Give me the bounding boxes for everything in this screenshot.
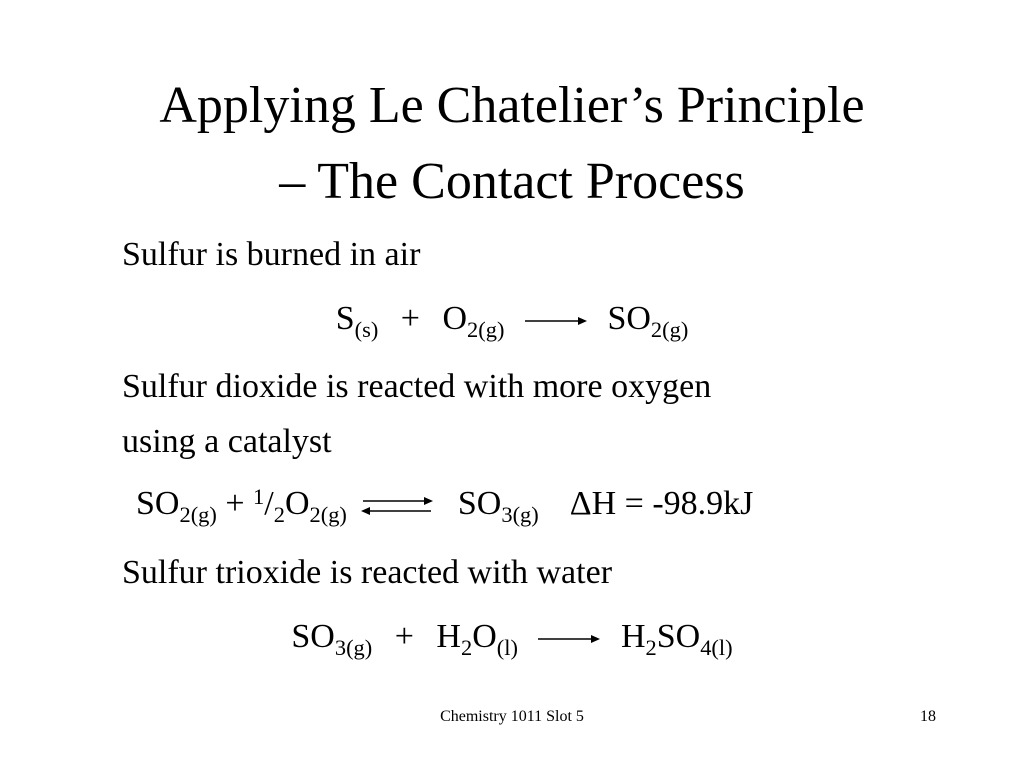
- eq2-reactant-1: $SO_{2(g)}$: [136, 485, 217, 527]
- eq1-reactant-2: $O_{2(g)}$: [442, 300, 505, 342]
- bullet-continuation: using a catalyst: [122, 423, 332, 460]
- slide-title-line-1: Applying Le Chatelier’s Principle: [159, 77, 865, 134]
- eq1-plus: +: [400, 300, 420, 337]
- eq2-coefficient: $^1/_2$: [253, 483, 285, 527]
- eq1-reactant-1: $S_{(s)}$: [335, 300, 379, 342]
- slide-title-line-2: – The Contact Process: [279, 153, 745, 210]
- bullet-sulfur-burned: Sulfur is burned in air: [122, 236, 421, 273]
- equation-2: [136, 483, 754, 527]
- eq1-product: $SO_{2(g)}$: [607, 300, 689, 342]
- equilibrium-arrow-icon: [359, 494, 435, 518]
- eq2-reactant-2: $O_{2(g)}$: [284, 485, 347, 527]
- slide-title: [0, 68, 1024, 220]
- bullet-sulfur-trioxide: Sulfur trioxide is reacted with water: [122, 554, 613, 591]
- footer-text: Chemistry 1011 Slot 5: [440, 708, 584, 725]
- reaction-arrow-icon: [536, 632, 602, 646]
- equation-3: [0, 618, 1024, 660]
- eq2-plus: +: [225, 485, 245, 522]
- eq3-reactant-1: $SO_{3(g)}$: [291, 618, 373, 660]
- reaction-arrow-icon: [523, 314, 589, 328]
- slide-number: 18: [920, 708, 936, 725]
- equation-1: [0, 300, 1024, 342]
- bullet-sulfur-dioxide: Sulfur dioxide is reacted with more oxygen: [122, 368, 712, 405]
- eq3-reactant-2: $H_2O_{(l)}$: [436, 618, 518, 660]
- eq2-product: $SO_{3(g)}$: [457, 485, 539, 527]
- eq2-enthalpy: ΔH = -98.9kJ: [569, 485, 754, 522]
- eq3-plus: +: [394, 618, 414, 655]
- eq3-product: $H_2SO_{4(l)}$: [620, 618, 733, 660]
